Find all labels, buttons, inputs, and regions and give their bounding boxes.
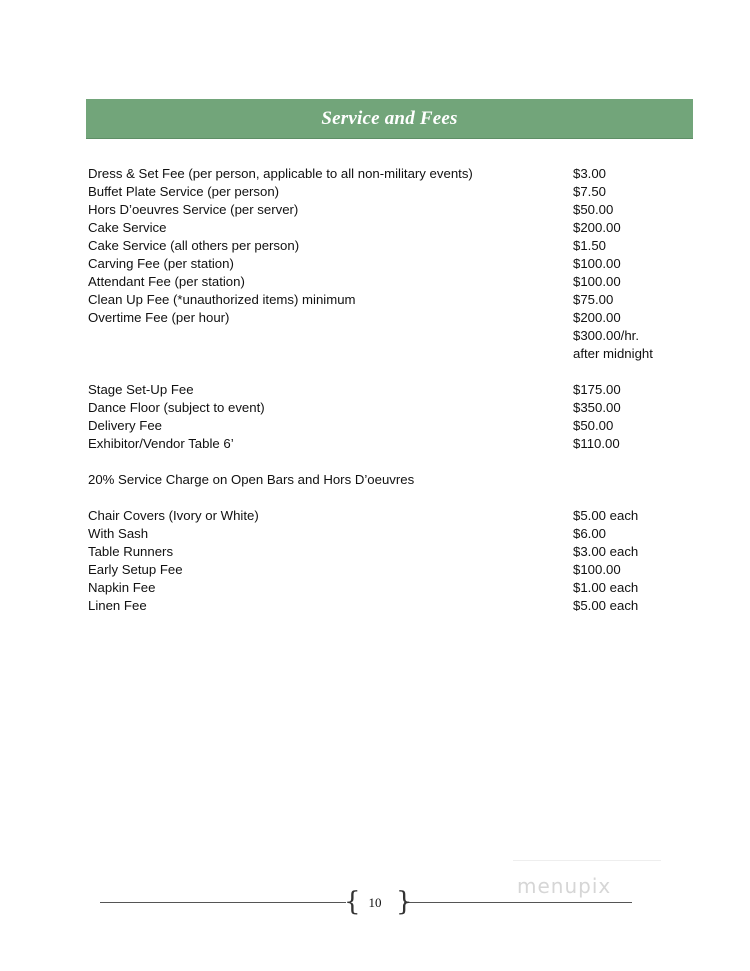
section-header-banner [86, 99, 693, 139]
fee-price: $175.00 [573, 382, 621, 397]
fee-row [88, 183, 688, 201]
fee-label: Attendant Fee (per station) [88, 274, 245, 289]
fee-row [88, 381, 688, 399]
watermark-rule [513, 860, 661, 861]
fee-price: $5.00 each [573, 598, 639, 613]
fee-row [88, 165, 688, 183]
fee-label: Early Setup Fee [88, 562, 183, 577]
fee-price: $6.00 [573, 526, 607, 541]
fee-label: Hors D’oeuvres Service (per server) [88, 202, 299, 217]
fee-row [88, 525, 688, 543]
fee-label: Carving Fee (per station) [88, 256, 234, 271]
fee-price: after midnight [573, 346, 653, 361]
fee-price: $1.00 each [573, 580, 639, 595]
fee-label: Delivery Fee [88, 418, 163, 433]
fee-price: $3.00 each [573, 544, 639, 559]
fee-row [88, 579, 688, 597]
fee-label: Stage Set-Up Fee [88, 382, 194, 397]
fee-price: $75.00 [573, 292, 614, 307]
left-brace-icon: { [344, 887, 361, 917]
fee-row [88, 435, 688, 453]
fee-price: $50.00 [573, 202, 614, 217]
fee-list [88, 165, 688, 615]
fee-row [88, 561, 688, 579]
fee-price: $50.00 [573, 418, 614, 433]
fee-label: Table Runners [88, 544, 174, 559]
fee-price: $100.00 [573, 256, 621, 271]
fee-price: $7.50 [573, 184, 607, 199]
fee-price: $110.00 [573, 436, 620, 451]
footer-rule-right [404, 902, 632, 903]
fee-price: $5.00 each [573, 508, 639, 523]
fee-price: $300.00/hr. [573, 328, 639, 343]
fee-row [88, 219, 688, 237]
fee-row [88, 543, 688, 561]
fee-price: $100.00 [573, 274, 621, 289]
fee-price: $3.00 [573, 166, 607, 181]
fee-row [88, 291, 688, 309]
fee-label: Dance Floor (subject to event) [88, 400, 265, 415]
fee-row [88, 237, 688, 255]
fee-row [88, 273, 688, 291]
right-brace-icon: } [396, 887, 413, 917]
fee-price: $100.00 [573, 562, 621, 577]
service-charge-note [88, 471, 688, 489]
fee-price: $200.00 [573, 220, 621, 235]
fee-row [88, 345, 688, 363]
fee-label: Cake Service (all others per person) [88, 238, 300, 253]
watermark-logo: menupix [517, 874, 612, 898]
fee-row [88, 201, 688, 219]
fee-label: Linen Fee [88, 598, 147, 613]
fee-row [88, 309, 688, 327]
page-title: Service and Fees [321, 107, 458, 129]
fee-row [88, 597, 688, 615]
page-number: 10 [368, 895, 382, 910]
fee-label: Cake Service [88, 220, 167, 235]
fee-label: Napkin Fee [88, 580, 156, 595]
footer-rule-left [100, 902, 346, 903]
fee-label: Overtime Fee (per hour) [88, 310, 230, 325]
fee-price: $200.00 [573, 310, 621, 325]
fee-label: Buffet Plate Service (per person) [88, 184, 280, 199]
fee-row [88, 399, 688, 417]
fee-row [88, 417, 688, 435]
fee-label: With Sash [88, 526, 149, 541]
fee-row [88, 327, 688, 345]
spacer [88, 363, 688, 381]
fee-label: Chair Covers (Ivory or White) [88, 508, 259, 523]
spacer [88, 489, 688, 507]
fee-label: Exhibitor/Vendor Table 6’ [88, 436, 234, 451]
fee-label: Clean Up Fee (*unauthorized items) minimum [88, 292, 356, 307]
fee-row [88, 507, 688, 525]
fee-label: Dress & Set Fee (per person, applicable to all non-military events) [88, 166, 473, 181]
note-text: 20% Service Charge on Open Bars and Hors D’oeuvres [88, 472, 415, 487]
spacer [88, 453, 688, 471]
fee-price: $1.50 [573, 238, 607, 253]
fee-price: $350.00 [573, 400, 621, 415]
fee-row [88, 255, 688, 273]
